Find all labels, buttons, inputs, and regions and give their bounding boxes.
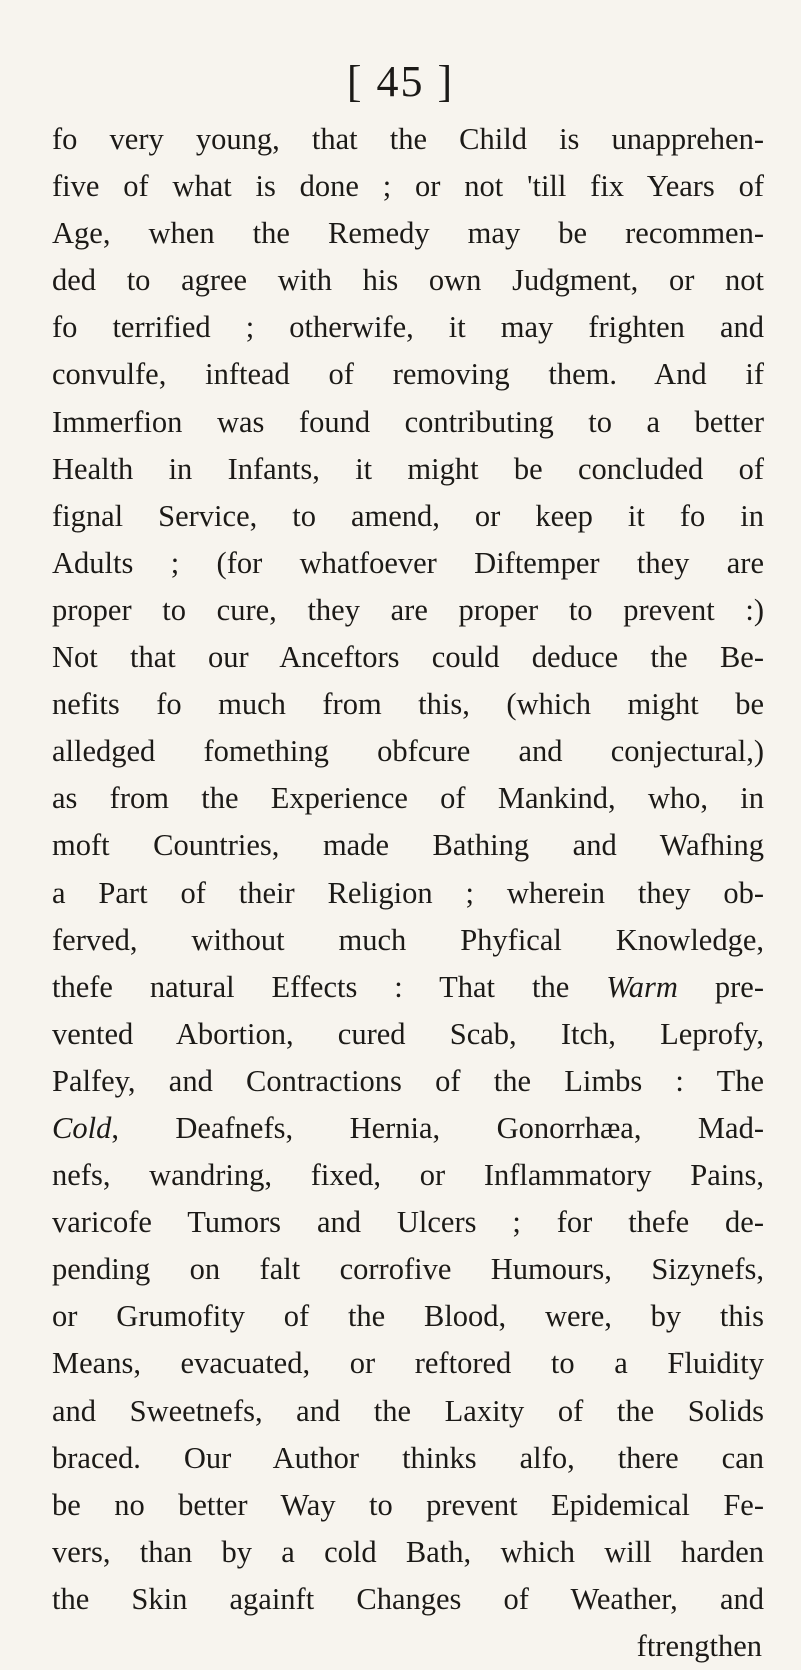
text-line: Means, evacuated, or reftored to a Fluidity xyxy=(52,1346,764,1381)
text-line: alledged fomething obfcure and conjectural,) xyxy=(52,734,764,769)
text-line: varicofe Tumors and Ulcers ; for thefe de- xyxy=(52,1205,764,1240)
text-line: moft Countries, made Bathing and Wafhing xyxy=(52,828,764,863)
text-line: Adults ; (for whatfoever Diftemper they are xyxy=(52,545,764,580)
text-line: and Sweetnefs, and the Laxity of the Solids xyxy=(52,1393,764,1428)
text-segment: , Deafnefs, Hernia, Gonorrhæa, Mad- xyxy=(111,1110,764,1145)
text-line: vers, than by a cold Bath, which will harden xyxy=(52,1534,764,1569)
page-number: [ 45 ] xyxy=(346,57,455,106)
text-line: or Grumofity of the Blood, were, by this xyxy=(52,1299,764,1334)
text-line: proper to cure, they are proper to prevent :) xyxy=(52,592,764,627)
text-line: five of what is done ; or not 'till fix Years of xyxy=(52,169,764,204)
text-line: vented Abortion, cured Scab, Itch, Leprofy, xyxy=(52,1016,764,1051)
text-line: the Skin againft Changes of Weather, and xyxy=(52,1581,764,1616)
italic-word: Warm xyxy=(606,969,678,1004)
text-line: braced. Our Author thinks alfo, there can xyxy=(52,1440,764,1475)
body-text xyxy=(52,116,764,1670)
text-line: pending on falt corrofive Humours, Sizynefs, xyxy=(52,1252,764,1287)
text-line: Health in Infants, it might be concluded of xyxy=(52,451,764,486)
text-line xyxy=(52,1105,764,1152)
text-line: nefs, wandring, fixed, or Inflammatory Pains, xyxy=(52,1158,764,1193)
text-line: nefits fo much from this, (which might be xyxy=(52,687,764,722)
text-segment: thefe natural Effects : That the xyxy=(52,969,607,1004)
catchword: ftrengthen xyxy=(636,1629,762,1663)
text-line xyxy=(52,964,764,1011)
text-line: fo terrified ; otherwife, it may frighten and xyxy=(52,310,764,345)
text-line: as from the Experience of Mankind, who, in xyxy=(52,781,764,816)
italic-word: Cold xyxy=(52,1110,112,1145)
text-line: convulfe, inftead of removing them. And if xyxy=(52,357,764,392)
text-line: Palfey, and Contractions of the Limbs : The xyxy=(52,1063,764,1098)
text-line: ded to agree with his own Judgment, or not xyxy=(52,263,764,298)
text-line: Not that our Anceftors could deduce the Be- xyxy=(52,640,764,675)
text-line: Immerfion was found contributing to a better xyxy=(52,404,764,439)
text-line: be no better Way to prevent Epidemical Fe- xyxy=(52,1487,764,1522)
text-line: fignal Service, to amend, or keep it fo in xyxy=(52,498,764,533)
text-line: a Part of their Religion ; wherein they ob- xyxy=(52,875,764,910)
text-segment: pre- xyxy=(677,969,764,1004)
text-line: Age, when the Remedy may be recommen- xyxy=(52,216,764,251)
text-line: fo very young, that the Child is unapprehen- xyxy=(52,122,764,156)
text-line: ferved, without much Phyfical Knowledge, xyxy=(52,922,764,957)
